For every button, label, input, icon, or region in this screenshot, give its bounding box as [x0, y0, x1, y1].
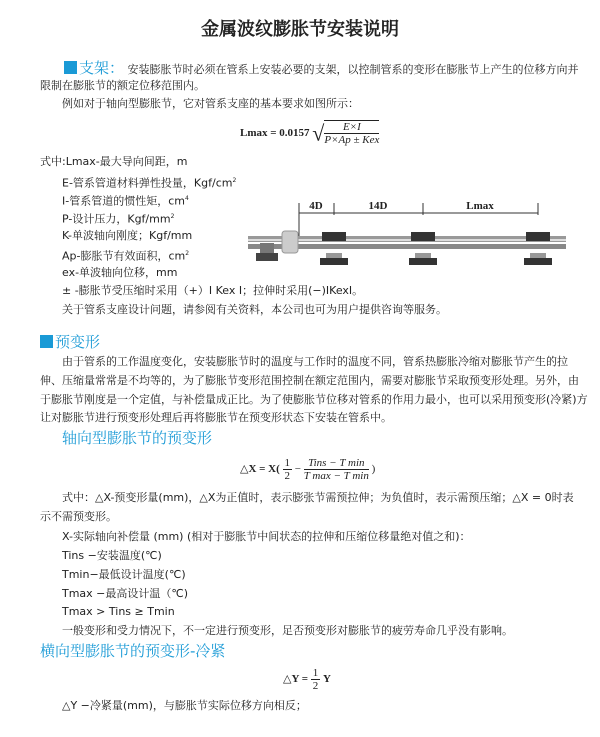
axial-line-8: 一般变形和受力情况下，不一定进行预变形，足否预变形对膨胀节的疲劳寿命几乎没有影响。 — [62, 624, 513, 637]
axial-line-1: 式中：△X-预变形量(mm)，△X为正值时，表示膨张节需预拉伸；为负值时，表示需预压缩；△X = 0时表 — [62, 491, 574, 504]
square-bullet-icon — [64, 61, 77, 74]
axial-line-7: Tmax > Tins ≥ Tmin — [62, 605, 175, 618]
def-e: E-管系管道材料弹性投量，Kgf/$cm^2$ — [62, 176, 237, 190]
lateral-heading: 横向型膨胀节的预变形-冷紧 — [40, 642, 226, 660]
support-line-2: 限制在膨胀节的额定位移范围内。 — [40, 79, 205, 92]
support-line-1: 支架： 安装膨胀节时必须在管系上安装必要的支架，以控制管系的变形在膨胀节上产生的位移方向并 — [64, 58, 579, 78]
predeform-para-2: 伸、压缩量常常是不均等的，为了膨胀节变形范围控制在额定范围内，需要对膨胀节采取预变形处理。另外，由 — [40, 374, 579, 387]
predeform-heading: 预变形 — [40, 332, 100, 352]
def-k: K-单波轴向刚度；Kgf/mm — [62, 229, 193, 242]
dim-4d: 4D — [309, 200, 323, 212]
dim-14d: 14D — [368, 200, 388, 212]
support-note: 关于管系支座设计问题，请参阅有关资料，本公司也可为用户提供咨询等服务。 — [62, 303, 447, 316]
predeform-para-1: 由于管系的工作温度变化，安装膨胀节时的温度与工作时的温度不同，管系热膨胀冷缩对膨胀节产生的拉 — [62, 355, 568, 368]
lmax-formula: Lmax = 0.0157 √ $\frac{E\times I}{\text{P×Ap ± Kex}}$ — [240, 120, 380, 147]
axial-formula: △X = X( $\frac{1}{2}$ − $\frac{\text{Tins − T min}}{\text{T max − T min}}$ ) — [240, 456, 376, 482]
def-ap: Ap-膨胀节有效面积，$cm^2$ — [62, 249, 190, 263]
square-bullet-icon — [40, 335, 53, 348]
predeform-para-4: 让对膨胀节进行预变形处理后再将膨胀节在预变形状态下安装在管系中。 — [40, 411, 392, 424]
support-line-3: 例如对于轴向型膨胀节，它对管系支座的基本要求如图所示： — [62, 97, 359, 110]
def-ex: ex-单波轴向位移，mm — [62, 266, 178, 279]
def-plusminus: ± -膨胀节受压缩时采用（+）I Kex I；拉伸时采用(−)IKexI。 — [62, 284, 364, 297]
axial-line-4: Tins −安装温度(℃) — [62, 549, 162, 562]
def-lmax: 式中:Lmax-最大导向间距，m — [40, 155, 188, 168]
axial-line-6: Tmax −最高设计温（℃) — [62, 587, 189, 600]
def-p: P-设计压力，Kgf/$mm^2$ — [62, 212, 175, 226]
def-i: I-管系管道的惯性矩，$cm^4$ — [62, 194, 189, 208]
support-diagram — [248, 195, 568, 275]
bellows-icon — [282, 231, 298, 253]
page-title: 金属波纹膨胀节安装说明 — [201, 19, 399, 40]
axial-line-2: 示不需预变形。 — [40, 510, 117, 523]
axial-line-5: Tmin−最低设计温度(℃) — [62, 568, 186, 581]
support-heading: 支架： — [64, 59, 124, 77]
axial-line-3: X-实际轴向补偿量 (mm) (相对于膨胀节中间状态的拉伸和压缩位移量绝对值之和)： — [62, 530, 471, 543]
dim-lmax: Lmax — [466, 200, 494, 212]
lateral-line-1: △Y −冷紧量(mm)，与膨胀节实际位移方向相反； — [62, 699, 307, 712]
predeform-para-3: 于膨胀节刚度是一个定值，与补偿量成正比。为了使膨胀节位移对管系的作用力最小，也可以采用预变形(冷紧)方 — [40, 393, 588, 406]
axial-heading: 轴向型膨胀节的预变形 — [62, 429, 213, 447]
lateral-formula: △Y = $\frac{1}{2}$ Y — [283, 666, 331, 692]
